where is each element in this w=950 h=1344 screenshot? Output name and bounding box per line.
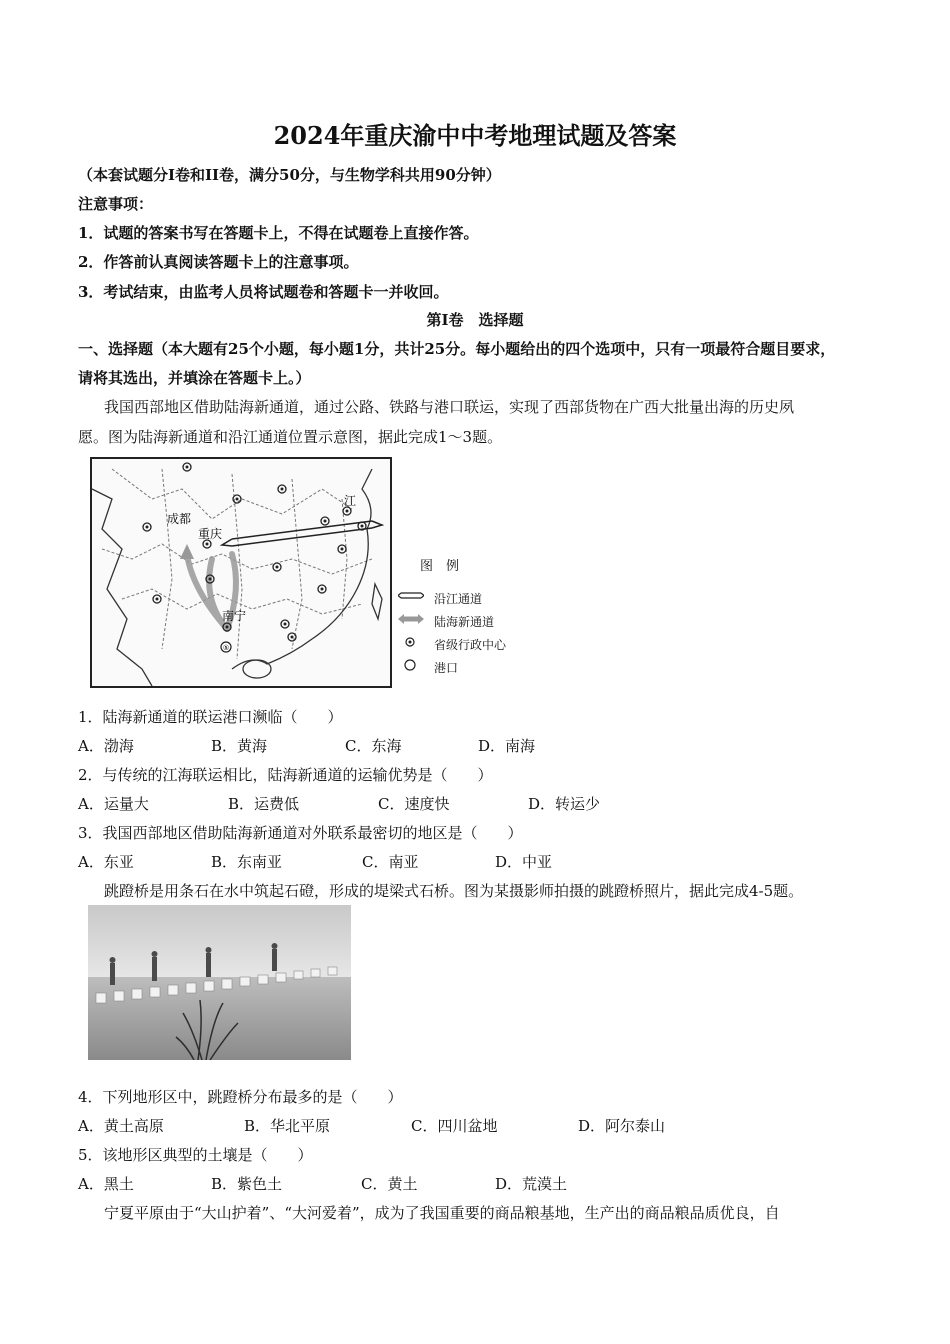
label-nanning: 南宁 — [222, 609, 247, 623]
svg-text:⑤: ⑤ — [222, 644, 230, 652]
port-icon — [405, 660, 415, 670]
map-legend — [398, 555, 538, 685]
subtitle: （本套试题分I卷和II卷，满分50分，与生物学科共用90分钟） — [78, 166, 501, 184]
option-a: A．东亚 — [78, 853, 134, 871]
page-title: 2024年重庆渝中中考地理试题及答案 — [273, 121, 677, 150]
notice-heading: 注意事项： — [78, 195, 154, 213]
legend-title: 图 例 — [420, 559, 460, 574]
option-d: D．荒漠土 — [495, 1175, 568, 1193]
option-d: D．转运少 — [528, 795, 601, 813]
along-river-icon — [398, 593, 424, 598]
option-a: A．黄土高原 — [78, 1117, 164, 1135]
legend-item: 省级行政中心 — [434, 638, 507, 652]
label-chongqing: 重庆 — [198, 527, 223, 541]
option-c: C．东海 — [345, 737, 402, 755]
stepping-stone-bridge-photo — [88, 905, 351, 1060]
question-stem: 3．我国西部地区借助陆海新通道对外联系最密切的地区是（ ） — [78, 824, 523, 842]
option-b: B．东南亚 — [211, 853, 283, 871]
passage2: 跳蹬桥是用条石在水中筑起石磴，形成的堤梁式石桥。图为某摄影师拍摄的跳蹬桥照片，据此完成4-5题。 — [104, 882, 804, 900]
notice-item: 3．考试结束，由监考人员将试题卷和答题卡一并收回。 — [78, 283, 449, 301]
question-stem: 4．下列地形区中，跳蹬桥分布最多的是（ ） — [78, 1088, 403, 1106]
option-c: C．南亚 — [362, 853, 419, 871]
map-graphic — [92, 459, 390, 686]
part1-heading-line1: 一、选择题（本大题有25个小题，每小题1分，共计25分。每小题给出的四个选项中，只有一项最符合题目要求， — [78, 340, 836, 358]
option-c: C．四川盆地 — [411, 1117, 498, 1135]
option-d: D．南海 — [478, 737, 536, 755]
question-stem: 1．陆海新通道的联运港口濒临（ ） — [78, 708, 343, 726]
question-stem: 5．该地形区典型的土壤是（ ） — [78, 1146, 313, 1164]
legend-item: 港口 — [434, 661, 459, 675]
option-b: B．运费低 — [228, 795, 300, 813]
label-chengdu: 成都 — [167, 512, 192, 526]
notice-item: 2．作答前认真阅读答题卡上的注意事项。 — [78, 253, 359, 271]
option-d: D．中亚 — [495, 853, 553, 871]
legend-symbols — [398, 589, 424, 689]
option-b: B．华北平原 — [244, 1117, 331, 1135]
question-stem: 2．与传统的江海联运相比，陆海新通道的运输优势是（ ） — [78, 766, 493, 784]
passage1-line2: 愿。图为陆海新通道和沿江通道位置示意图，据此完成1～3题。 — [78, 428, 503, 446]
option-c: C．黄土 — [361, 1175, 418, 1193]
passage3: 宁夏平原由于“大山护着”、“大河爱着”，成为了我国重要的商品粮基地，生产出的商品粮品质优良，自 — [104, 1204, 780, 1222]
option-a: A．渤海 — [78, 737, 134, 755]
option-b: B．黄海 — [211, 737, 268, 755]
route-map — [90, 457, 392, 688]
option-c: C．速度快 — [378, 795, 450, 813]
passage1-line1: 我国西部地区借助陆海新通道，通过公路、铁路与港口联运，实现了西部货物在广西大批量出海的历史夙 — [104, 398, 795, 416]
legend-item: 沿江通道 — [434, 592, 483, 606]
option-a: A．运量大 — [78, 795, 149, 813]
option-b: B．紫色土 — [211, 1175, 283, 1193]
legend-item: 陆海新通道 — [434, 615, 495, 629]
section-title: 第I卷 选择题 — [426, 311, 524, 329]
notice-item: 1．试题的答案书写在答题卡上，不得在试题卷上直接作答。 — [78, 224, 479, 242]
option-a: A．黑土 — [78, 1175, 134, 1193]
label-jiang: 江 — [344, 494, 357, 508]
option-d: D．阿尔泰山 — [578, 1117, 666, 1135]
part1-heading-line2: 请将其选出，并填涂在答题卡上。） — [78, 369, 311, 387]
